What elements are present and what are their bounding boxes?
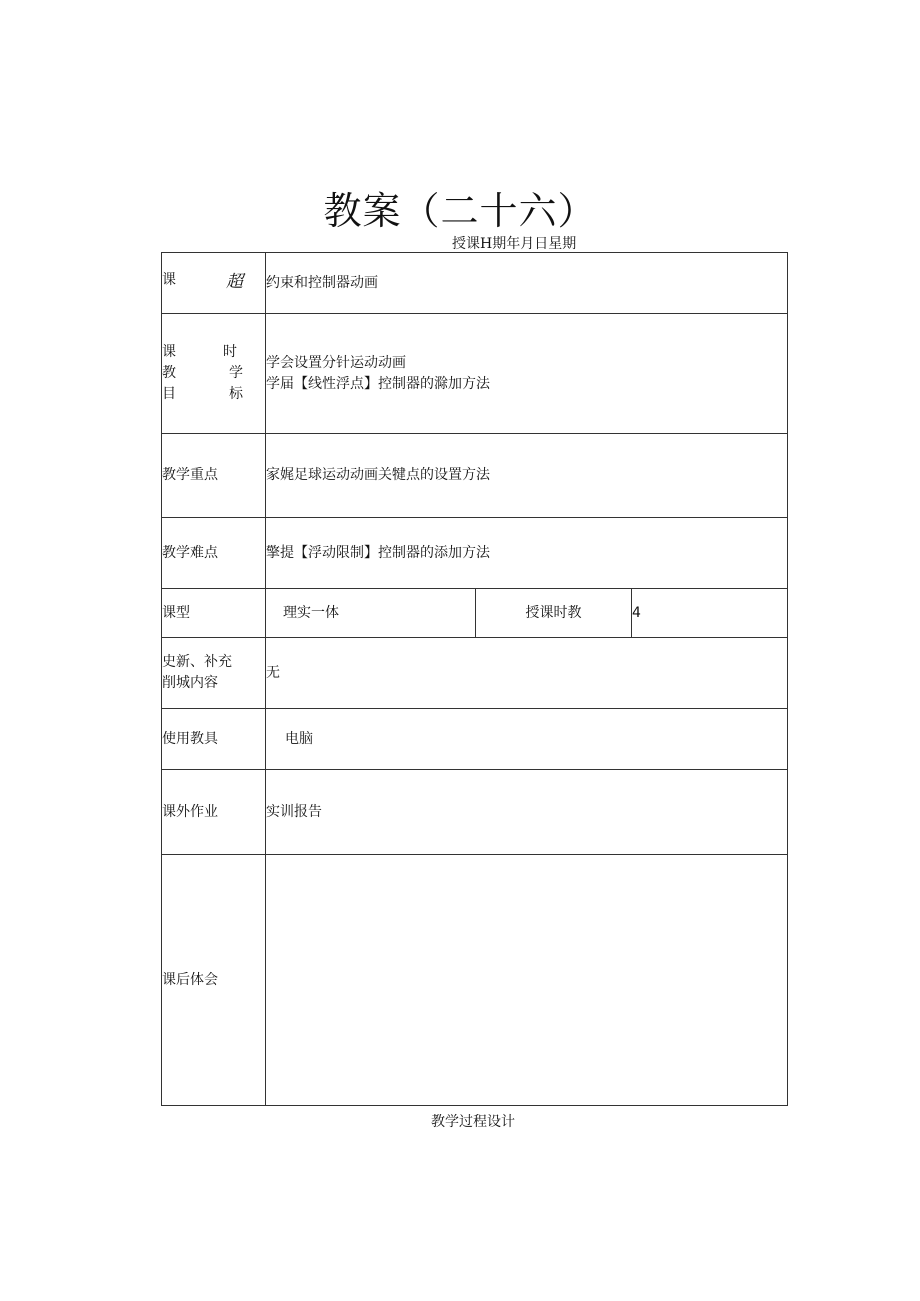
topic-label-b: 超 bbox=[226, 272, 243, 293]
date-line: 授课H期年月日星期 bbox=[452, 236, 577, 252]
updates-label-line: 史新、补充 bbox=[162, 654, 232, 670]
obj-label-2a: 教 bbox=[162, 365, 176, 381]
updates-label-line: 削城内容 bbox=[162, 675, 218, 691]
row-tools bbox=[162, 709, 788, 770]
lesson-type-value: 理实一体 bbox=[266, 589, 476, 638]
key-points-value: 家娓足球运动动画关犍点的设置方法 bbox=[266, 434, 788, 518]
row-updates bbox=[162, 638, 788, 709]
topic-label bbox=[162, 253, 266, 314]
obj-label-3a: 目 bbox=[162, 386, 176, 402]
tools-label: 使用教具 bbox=[162, 709, 266, 770]
updates-label bbox=[162, 638, 266, 709]
row-lesson-type bbox=[162, 589, 788, 638]
hours-value: 4 bbox=[632, 589, 788, 638]
row-difficulties bbox=[162, 518, 788, 589]
difficulties-label: 教学难点 bbox=[162, 518, 266, 589]
topic-value: 约束和控制器动画 bbox=[266, 253, 788, 314]
obj-label-3b: 标 bbox=[229, 386, 243, 402]
row-key-points bbox=[162, 434, 788, 518]
reflection-value bbox=[266, 855, 788, 1106]
row-objectives bbox=[162, 314, 788, 434]
homework-label: 课外作业 bbox=[162, 770, 266, 855]
row-topic bbox=[162, 253, 788, 314]
tools-value: 电脑 bbox=[266, 709, 788, 770]
reflection-label: 课后体会 bbox=[162, 855, 266, 1106]
obj-label-1b: 时 bbox=[223, 344, 237, 360]
objectives-label bbox=[162, 314, 266, 434]
lesson-type-label: 课型 bbox=[162, 589, 266, 638]
page-title: 教案（二十六） bbox=[323, 189, 597, 233]
difficulties-value: 擎提【浮动限制】控制器的添加方法 bbox=[266, 518, 788, 589]
hours-label: 授课时教 bbox=[476, 589, 632, 638]
obj-label-2b: 学 bbox=[229, 365, 243, 381]
topic-label-a: 课 bbox=[162, 272, 176, 289]
objective-line: 学会设置分针运动动画 bbox=[266, 354, 406, 371]
row-homework bbox=[162, 770, 788, 855]
lesson-plan-table bbox=[161, 252, 788, 1106]
obj-label-1a: 课 bbox=[162, 344, 176, 360]
homework-value: 实训报告 bbox=[266, 770, 788, 855]
key-points-label: 教学重点 bbox=[162, 434, 266, 518]
section-heading: 教学过程设计 bbox=[431, 1114, 515, 1130]
updates-value: 无 bbox=[266, 638, 788, 709]
objective-line: 学届【线性浮点】控制器的滁加方法 bbox=[266, 375, 490, 392]
row-reflection bbox=[162, 855, 788, 1106]
objectives-value bbox=[266, 314, 788, 434]
